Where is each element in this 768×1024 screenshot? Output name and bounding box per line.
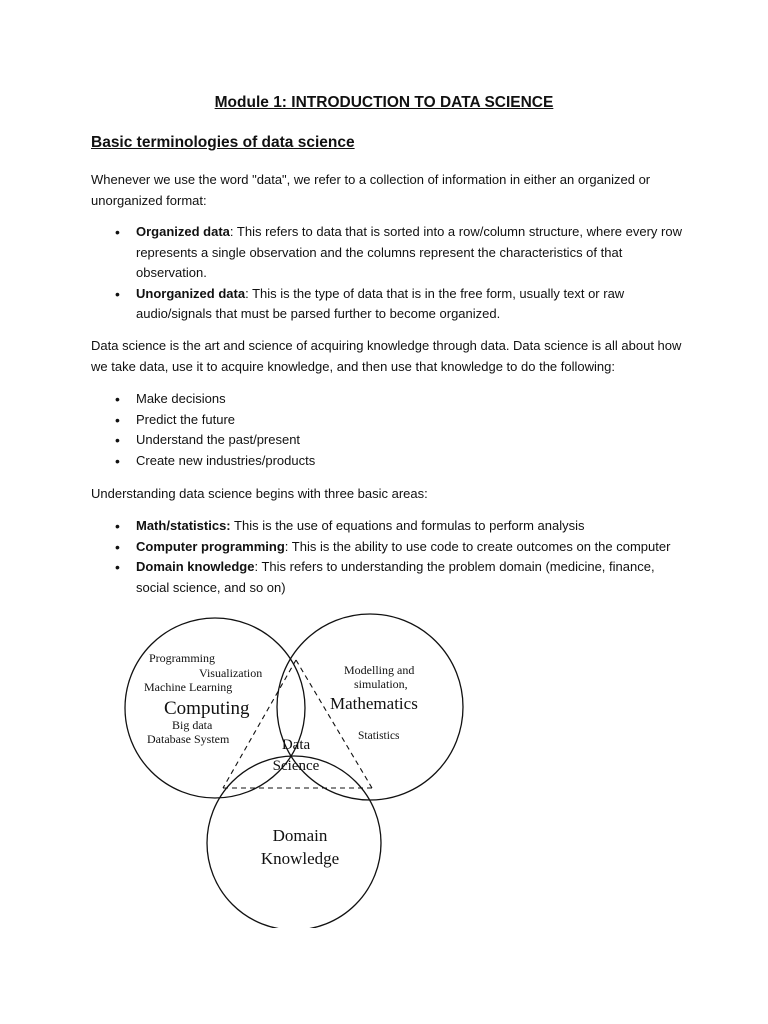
data-science-label: Data bbox=[281, 737, 311, 753]
computing-item: Visualization bbox=[199, 666, 263, 680]
separator: : bbox=[229, 224, 237, 239]
computing-item: Programming bbox=[149, 651, 215, 665]
separator: : bbox=[284, 538, 292, 554]
definition: This is the type of data that is in the free form, usually text or raw audio/signals that must be parsed further to become organized. bbox=[136, 285, 625, 321]
intro-paragraph: Whenever we use the word "data", we refer to a collection of information in either an organized or unorganized format: bbox=[91, 172, 651, 208]
computing-item: Big data bbox=[172, 718, 213, 732]
separator: : bbox=[245, 285, 253, 301]
list-item bbox=[91, 557, 691, 598]
data-science-venn-diagram bbox=[120, 608, 480, 928]
mathematics-item: Statistics bbox=[358, 730, 400, 742]
term: Math/statistics: bbox=[136, 518, 231, 533]
separator: : bbox=[254, 559, 262, 574]
mathematics-label: Mathematics bbox=[330, 694, 418, 713]
computing-item: Machine Learning bbox=[144, 680, 233, 694]
domain-knowledge-label: Knowledge bbox=[260, 849, 340, 868]
term: Domain knowledge bbox=[136, 559, 255, 574]
areas-intro-paragraph: Understanding data science begins with three basic areas: bbox=[91, 486, 428, 501]
list-item bbox=[91, 537, 691, 558]
computing-label: Computing bbox=[164, 698, 250, 719]
list-item: • Predict the future bbox=[91, 410, 691, 431]
data-types-list bbox=[91, 222, 691, 325]
domain-knowledge-label: Domain bbox=[272, 826, 328, 845]
list-item: • Understand the past/present bbox=[91, 430, 691, 451]
term: Computer programming bbox=[136, 538, 285, 554]
page-title: Module 1: INTRODUCTION TO DATA SCIENCE bbox=[214, 94, 554, 111]
list-item: • Create new industries/products bbox=[91, 451, 691, 472]
list-item bbox=[91, 516, 691, 537]
definition: This refers to understanding the problem domain (medicine, finance, social science, and so on) bbox=[136, 559, 655, 595]
mathematics-item: Modelling and bbox=[344, 663, 415, 677]
term: Organized data bbox=[136, 224, 230, 239]
definition: This refers to data that is sorted into a row/column structure, where every row represents a single observation and the columns represent the characteristics of that observation. bbox=[136, 224, 682, 280]
list-item: • Make decisions bbox=[91, 389, 691, 410]
definition: This is the use of equations and formulas to perform analysis bbox=[234, 518, 585, 533]
computing-item: Database System bbox=[147, 732, 230, 746]
uses-list bbox=[91, 389, 691, 471]
mathematics-item: simulation, bbox=[354, 677, 408, 691]
definition: This is the ability to use code to create outcomes on the computer bbox=[291, 538, 671, 554]
areas-list bbox=[91, 516, 691, 598]
term: Unorganized data bbox=[136, 285, 246, 301]
list-item bbox=[91, 284, 691, 325]
data-science-label: Science bbox=[272, 758, 320, 774]
section-heading: Basic terminologies of data science bbox=[91, 134, 355, 151]
definition-paragraph: Data science is the art and science of acquiring knowledge through data. Data science is all about how we take data, use it to acquire knowledge, and then use that knowledge to do the following: bbox=[91, 338, 682, 374]
list-item bbox=[91, 222, 691, 284]
